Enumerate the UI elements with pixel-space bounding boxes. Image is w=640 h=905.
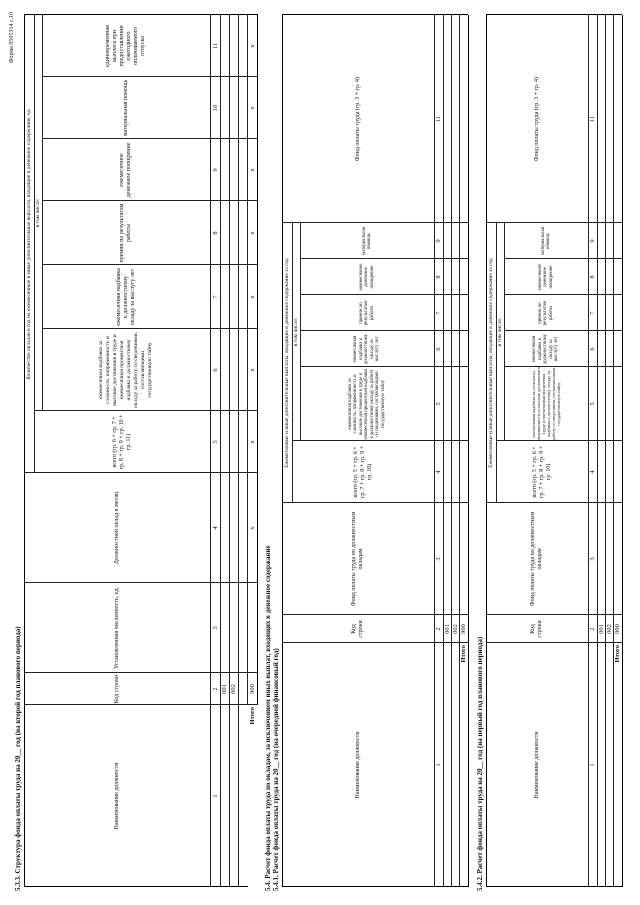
t2-colnum-6: 6: [435, 347, 442, 351]
t2-col-6-header: ежемесячная надбавка к должностному окладу за выслугу лет: [353, 333, 381, 365]
col-salary-header: Должностной оклад в месяц: [113, 491, 120, 565]
col-count-header: Установленная численность, ед.: [113, 587, 120, 669]
t2-col-9-header: материальная помощь: [361, 227, 372, 255]
t2-colnum-5: 5: [435, 402, 442, 406]
t2-colnum-9: 9: [435, 239, 442, 243]
colnum-11: 11: [211, 42, 219, 50]
col-name-header: Наименование должности: [113, 762, 120, 830]
itogo-x-10: x: [248, 106, 256, 110]
t2-colnum-1: 1: [435, 763, 442, 767]
t3-colnum-1: 1: [589, 763, 596, 767]
col-8-header: премии по результатам работы: [119, 203, 132, 263]
section-5-4-title: 5.4. Расчет фонда оплаты труда по окладам, за исключением иных выплат, входящих в денежное содержание: [264, 545, 272, 891]
t3-colnum-9: 9: [589, 239, 596, 243]
t3-col-fot-salary-header: Фонд оплаты труда по должностным окладам: [530, 511, 543, 607]
row-code-900: 900: [248, 684, 256, 694]
colnum-6: 6: [211, 368, 219, 372]
t3-colnum-8: 8: [589, 275, 596, 279]
t2-col-5-header: ежемесячная надбавка за сложность, напряженность и высокие достижения в труде и ежемесячная процентная надбавка к должностному окладу за работу со сведениями, составляющими государственную тайну: [347, 368, 386, 440]
t3-row-code-900: 900: [614, 624, 621, 634]
t2-row-code-001: 001: [443, 624, 451, 634]
group-header: Количество окладов в год на ежемесячные и иные дополнительные выплаты, входящие в денежное содержание, ед.: [25, 108, 32, 380]
t2-row-code-900: 900: [460, 624, 467, 634]
t3-incl-header: в том числе:: [496, 317, 503, 347]
itogo-label: Итого: [248, 707, 256, 725]
t2-col-7-header: премии по результатам работы: [358, 300, 375, 326]
t2-group-header: Ежемесячные и иные дополнительные выплаты, входящие в денежное содержание за год: [283, 258, 290, 468]
t2-colnum-8: 8: [435, 275, 442, 279]
t3-colnum-4: 4: [589, 470, 596, 474]
itogo-x-5: x: [248, 440, 256, 444]
t2-col-name-header: Наименование должности: [354, 731, 361, 799]
t3-col-code-header: Код строки: [530, 620, 543, 638]
colnum-3: 3: [211, 626, 219, 630]
t3-col-5-header: ежемесячная надбавка за сложность, напряженность и высокие достижения в труде и ежемесячная процентная надбавка к должностному окладу за работу со сведениями, составляющими государственную тайну: [531, 367, 561, 441]
col-7-header: ежемесячная надбавка к должностному окладу за выслугу лет: [115, 268, 136, 326]
t3-row-code-001: 001: [597, 624, 605, 634]
colnum-1: 1: [211, 794, 219, 798]
colnum-10: 10: [211, 104, 219, 112]
t2-colnum-3: 3: [435, 557, 442, 561]
t3-row-code-002: 002: [605, 624, 613, 634]
itogo-x-7: x: [248, 295, 256, 299]
t2-col-fot-header: Фонд оплаты труда (гр. 3 + гр. 4): [354, 76, 361, 162]
col-10-header: материальная помощь: [122, 79, 129, 137]
t2-colnum-7: 7: [435, 311, 442, 315]
t3-group-header: Ежемесячные и иные дополнительные выплаты, входящие в денежное содержание за год: [487, 258, 494, 468]
t3-col-9-header: материальная помощь: [540, 227, 551, 255]
colnum-8: 8: [211, 231, 219, 235]
itogo-x-6: x: [248, 368, 256, 372]
row-code-002: 002: [230, 684, 237, 694]
t3-col-7-header: премии по результатам работы: [537, 300, 554, 326]
itogo-x-9: x: [248, 168, 256, 172]
t3-itogo-label: Итого: [614, 645, 621, 663]
colnum-2: 2: [211, 687, 219, 691]
incl-header: в том числе:: [34, 198, 41, 228]
col-code-header: Код строки: [113, 674, 120, 704]
t3-col-fot-header: Фонд оплаты труда (гр. 3 + гр. 4): [533, 76, 540, 162]
itogo-x-11: x: [248, 44, 256, 48]
t2-incl-header: в том числе:: [292, 317, 299, 347]
t2-col-fot-salary-header: Фонд оплаты труда по должностным окладам: [351, 511, 364, 607]
t3-colnum-11: 11: [589, 115, 596, 123]
t2-row-code-002: 002: [451, 624, 459, 634]
t2-col-total-header: всего (гр. 5 + гр. 6 + гр. 7 + гр. 8 + гр. 9 + гр. 10): [352, 445, 373, 499]
t2-col-8-header: ежемесячное денежное поощрение: [358, 263, 375, 291]
row-code-001: 001: [221, 684, 228, 694]
colnum-9: 9: [211, 168, 219, 172]
t3-col-name-header: Наименование должности: [533, 731, 540, 799]
col-total-header: всего (гр. 6 + гр. 7 + гр. 8 + гр. 9 + гр. 10 + гр. 11): [111, 414, 132, 470]
t2-colnum-2: 2: [435, 627, 442, 631]
t3-colnum-6: 6: [589, 347, 596, 351]
t2-colnum-11: 11: [435, 115, 442, 123]
t3-col-6-header: ежемесячная надбавка к должностному окладу за выслугу лет: [532, 333, 560, 365]
t2-colnum-4: 4: [435, 470, 442, 474]
t3-colnum-3: 3: [589, 557, 596, 561]
col-6-header: ежемесячная надбавка за сложность, напряженность и высокие достижения в труде и ежемесячная процентная надбавка к должностному окладу за работу со сведениями, составляющими государственную тайну: [98, 331, 153, 409]
col-11-header: единовременная выплата при предоставлении ежегодного оплачиваемого отпуска: [105, 25, 146, 67]
t3-colnum-7: 7: [589, 311, 596, 315]
col-9-header: ежемесячное денежное поощрение: [119, 142, 132, 198]
colnum-7: 7: [211, 295, 219, 299]
t2-itogo-label: Итого: [460, 645, 467, 663]
itogo-x-8: x: [248, 231, 256, 235]
form-label: Форма 0505314 с.10: [9, 12, 15, 64]
colnum-4: 4: [211, 526, 219, 530]
section-5-3-3-title: 5.3.3. Структура фонда оплаты труда на 20__ год (на второй год планового периода): [14, 626, 22, 891]
section-5-4-2-title: 5.4.2. Расчет фонда оплаты труда на 20__ год (на первый год планового периода): [476, 636, 484, 891]
t3-colnum-5: 5: [589, 402, 596, 406]
t3-colnum-2: 2: [589, 627, 596, 631]
itogo-x-4: x: [248, 526, 256, 530]
t2-col-code-header: Код строки: [351, 620, 364, 638]
t3-col-8-header: ежемесячное денежное поощрение: [537, 263, 554, 291]
section-5-4-1-title: 5.4.1. Расчет фонда оплаты труда на 20__ год (на очередной финансовый год): [272, 648, 280, 891]
colnum-5: 5: [211, 440, 219, 444]
t3-col-total-header: всего (гр. 5 + гр. 6 + гр. 7 + гр. 8 + гр. 9 + гр. 10): [531, 445, 552, 499]
